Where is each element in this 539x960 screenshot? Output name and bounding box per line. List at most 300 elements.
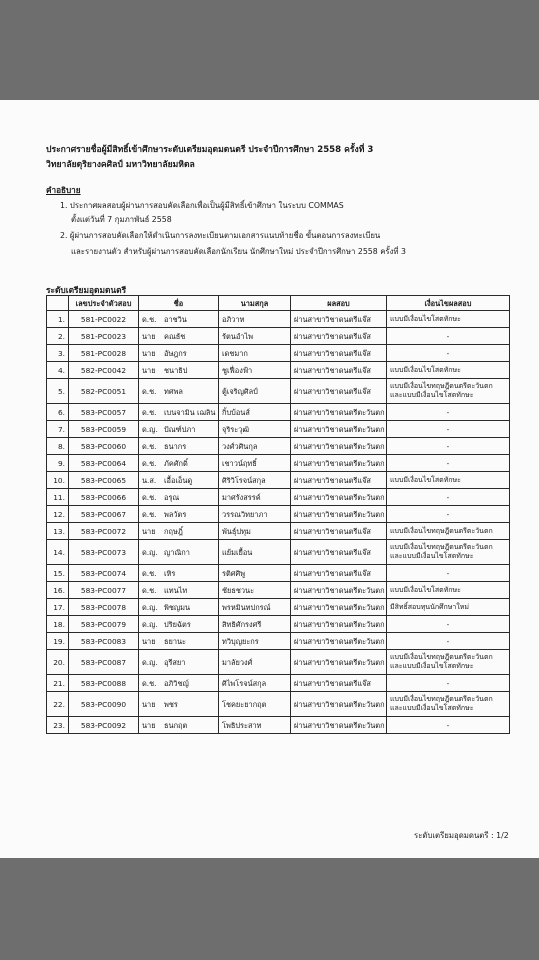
first-name: แทนไท bbox=[164, 585, 188, 595]
row-number bbox=[47, 404, 69, 421]
table-row bbox=[47, 599, 510, 616]
first-name: ธยานะ bbox=[164, 636, 187, 646]
table-row bbox=[47, 506, 510, 523]
first-name: พลวัตร bbox=[164, 509, 187, 519]
exam-id-cell bbox=[69, 421, 139, 438]
row-number bbox=[47, 345, 69, 362]
row-number bbox=[47, 633, 69, 650]
row-number-text: 2. bbox=[57, 331, 65, 341]
condition-line-1: - bbox=[446, 407, 450, 417]
results-table bbox=[46, 295, 510, 734]
result-cell bbox=[291, 506, 387, 523]
exam-id-text: 583-PC0092 bbox=[80, 720, 127, 730]
exam-id-cell bbox=[69, 379, 139, 404]
name-prefix: ด.ญ. bbox=[142, 424, 158, 434]
result-cell bbox=[291, 472, 387, 489]
exam-id-cell bbox=[69, 472, 139, 489]
surname-cell bbox=[219, 438, 291, 455]
result-cell bbox=[291, 650, 387, 675]
exam-id-text: 582-PC0042 bbox=[80, 365, 127, 375]
name-prefix: ด.ช. bbox=[142, 441, 157, 451]
result-text: ผ่านสาขาวิชาดนตรีแจ๊ส bbox=[294, 365, 371, 375]
name-cell bbox=[139, 362, 219, 379]
exam-id-text: 583-PC0059 bbox=[80, 424, 127, 434]
surname-text: เชาวน์ฤทธิ์ bbox=[222, 458, 257, 468]
row-number-text: 23. bbox=[53, 720, 65, 730]
condition-line-1: แบบมีเงื่อนไขทฤษฎีดนตรีตะวันตก bbox=[390, 543, 493, 551]
row-number bbox=[47, 362, 69, 379]
condition-cell bbox=[387, 582, 510, 599]
surname-text: รัตนอำไพ bbox=[222, 331, 253, 341]
photo-background-top bbox=[0, 0, 539, 100]
surname-cell bbox=[219, 404, 291, 421]
surname-text: สิทธิศักรงศรี bbox=[222, 619, 262, 629]
condition-cell bbox=[387, 328, 510, 345]
exam-id-cell bbox=[69, 506, 139, 523]
name-cell bbox=[139, 345, 219, 362]
note-1-line-1: 1. ประกาศผลสอบผู้ผ่านการสอบคัดเลือกเพื่อเป็นผู้มีสิทธิ์เข้าศึกษา ในระบบ COMMAS bbox=[60, 201, 344, 210]
condition-line-1: แบบมีเงื่อนไขโสตทักษะ bbox=[390, 585, 461, 594]
name-cell bbox=[139, 472, 219, 489]
condition-cell bbox=[387, 692, 510, 717]
condition-line-1: - bbox=[446, 492, 450, 502]
result-cell bbox=[291, 404, 387, 421]
result-text: ผ่านสาขาวิชาดนตรีแจ๊ส bbox=[294, 314, 371, 324]
name-prefix: ด.ญ. bbox=[142, 602, 158, 612]
first-name: เหิร bbox=[164, 568, 176, 578]
table-row bbox=[47, 404, 510, 421]
row-number-text: 11. bbox=[53, 492, 65, 502]
name-prefix: นาย bbox=[142, 720, 156, 730]
surname-text: รติศศิพู bbox=[222, 568, 246, 578]
first-name: ธนกฤต bbox=[164, 720, 188, 730]
surname-cell bbox=[219, 540, 291, 565]
name-prefix: ด.ช. bbox=[142, 492, 157, 502]
result-cell bbox=[291, 455, 387, 472]
row-number-text: 16. bbox=[53, 585, 65, 595]
row-number bbox=[47, 692, 69, 717]
table-row bbox=[47, 362, 510, 379]
first-name: เบนจามิน เฌลิน bbox=[164, 407, 216, 417]
row-number bbox=[47, 455, 69, 472]
row-number-text: 4. bbox=[57, 365, 65, 375]
result-text: ผ่านสาขาวิชาดนตรีตะวันตก bbox=[294, 458, 385, 468]
exam-id-cell bbox=[69, 582, 139, 599]
surname-cell bbox=[219, 582, 291, 599]
exam-id-text: 581-PC0028 bbox=[80, 348, 127, 358]
name-prefix: ด.ญ. bbox=[142, 547, 158, 557]
surname-text: ชัยธชวนะ bbox=[222, 585, 255, 595]
name-cell bbox=[139, 692, 219, 717]
note-2-line-1: 2. ผู้ผ่านการสอบคัดเลือกให้ดำเนินการลงทะเบียนตามเอกสารแนบท้ายชื่อ ขั้นตอนการลงทะเบียน bbox=[60, 231, 381, 240]
first-name: ญาณิกา bbox=[164, 547, 190, 557]
first-name: ชนาธิป bbox=[164, 365, 188, 375]
condition-cell bbox=[387, 311, 510, 328]
condition-line-1: แบบมีเงื่อนไขทฤษฎีดนตรีตะวันตก bbox=[390, 653, 493, 661]
condition-line-2: และแบบมีเงื่อนไขโสตทักษะ bbox=[390, 704, 474, 712]
result-text: ผ่านสาขาวิชาดนตรีตะวันตก bbox=[294, 492, 385, 502]
exam-id-text: 583-PC0083 bbox=[80, 636, 127, 646]
result-text: ผ่านสาขาวิชาดนตรีตะวันตก bbox=[294, 585, 385, 595]
result-text: ผ่านสาขาวิชาดนตรีตะวันตก bbox=[294, 619, 385, 629]
row-number bbox=[47, 717, 69, 734]
note-2-line-2: และรายงานตัว สำหรับผู้ผ่านการสอบคัดเลือกนักเรียน นักศึกษาใหม่ ประจำปีการศึกษา 2558 ครั้งที่ 3 bbox=[71, 247, 406, 256]
name-prefix: ด.ช. bbox=[142, 314, 157, 324]
surname-text: โชคยะยากฤต bbox=[222, 699, 267, 709]
name-prefix: ด.ญ. bbox=[142, 619, 158, 629]
table-row bbox=[47, 565, 510, 582]
row-number-text: 1. bbox=[57, 314, 65, 324]
row-number-text: 14. bbox=[53, 547, 65, 557]
exam-id-cell bbox=[69, 565, 139, 582]
name-cell bbox=[139, 311, 219, 328]
first-name: ภัคศักดิ์ bbox=[164, 458, 188, 468]
exam-id-text: 583-PC0057 bbox=[80, 407, 127, 417]
exam-id-cell bbox=[69, 438, 139, 455]
surname-cell bbox=[219, 675, 291, 692]
condition-line-1: - bbox=[446, 619, 450, 629]
name-cell bbox=[139, 650, 219, 675]
name-cell bbox=[139, 506, 219, 523]
surname-cell bbox=[219, 506, 291, 523]
condition-line-1: แบบมีเงื่อนไขทฤษฎีดนตรีตะวันตก bbox=[390, 382, 493, 390]
header-result: ผลสอบ bbox=[291, 296, 387, 311]
condition-cell bbox=[387, 599, 510, 616]
result-text: ผ่านสาขาวิชาดนตรีตะวันตก bbox=[294, 720, 385, 730]
name-prefix: นาย bbox=[142, 636, 156, 646]
surname-text: กิ้บบ้อนส์ bbox=[222, 407, 250, 417]
condition-line-1: - bbox=[446, 331, 450, 341]
name-cell bbox=[139, 540, 219, 565]
condition-line-1: - bbox=[446, 458, 450, 468]
row-number-text: 8. bbox=[57, 441, 65, 451]
name-prefix: นาย bbox=[142, 699, 156, 709]
condition-line-2: และแบบมีเงื่อนไขโสตทักษะ bbox=[390, 552, 474, 560]
surname-text: อภิวาท bbox=[222, 314, 245, 324]
name-cell bbox=[139, 675, 219, 692]
row-number-text: 18. bbox=[53, 619, 65, 629]
first-name: ธนากร bbox=[164, 441, 187, 451]
exam-id-text: 583-PC0073 bbox=[80, 547, 127, 557]
condition-line-1: - bbox=[446, 348, 450, 358]
condition-line-1: - bbox=[446, 424, 450, 434]
exam-id-cell bbox=[69, 633, 139, 650]
exam-id-text: 583-PC0072 bbox=[80, 526, 127, 536]
name-cell bbox=[139, 565, 219, 582]
row-number-text: 5. bbox=[57, 386, 65, 396]
condition-cell bbox=[387, 717, 510, 734]
name-cell bbox=[139, 489, 219, 506]
row-number bbox=[47, 472, 69, 489]
exam-id-cell bbox=[69, 311, 139, 328]
row-number bbox=[47, 311, 69, 328]
first-name: อภิวิชญ์ bbox=[164, 678, 189, 688]
table-row bbox=[47, 675, 510, 692]
result-cell bbox=[291, 565, 387, 582]
result-text: ผ่านสาขาวิชาดนตรีแจ๊ส bbox=[294, 348, 371, 358]
exam-id-text: 583-PC0067 bbox=[80, 509, 127, 519]
condition-cell bbox=[387, 675, 510, 692]
condition-line-1: - bbox=[446, 568, 450, 578]
result-cell bbox=[291, 717, 387, 734]
result-text: ผ่านสาขาวิชาดนตรีตะวันตก bbox=[294, 407, 385, 417]
name-prefix: นาย bbox=[142, 348, 156, 358]
exam-id-cell bbox=[69, 692, 139, 717]
name-cell bbox=[139, 404, 219, 421]
table-row bbox=[47, 650, 510, 675]
surname-cell bbox=[219, 565, 291, 582]
exam-id-text: 583-PC0065 bbox=[80, 475, 127, 485]
row-number-text: 19. bbox=[53, 636, 65, 646]
exam-id-text: 583-PC0078 bbox=[80, 602, 127, 612]
exam-id-text: 583-PC0087 bbox=[80, 657, 127, 667]
surname-text: ทวิบุญยะกร bbox=[222, 636, 259, 646]
surname-cell bbox=[219, 650, 291, 675]
name-prefix: น.ส. bbox=[142, 475, 157, 485]
row-number bbox=[47, 328, 69, 345]
surname-cell bbox=[219, 328, 291, 345]
condition-cell bbox=[387, 540, 510, 565]
explanation-label: คำอธิบาย bbox=[46, 185, 81, 195]
result-text: ผ่านสาขาวิชาดนตรีแจ๊ส bbox=[294, 331, 371, 341]
table-row bbox=[47, 438, 510, 455]
table-row bbox=[47, 311, 510, 328]
row-number-text: 15. bbox=[53, 568, 65, 578]
header-no bbox=[47, 296, 69, 311]
row-number-text: 10. bbox=[53, 475, 65, 485]
surname-cell bbox=[219, 633, 291, 650]
row-number-text: 12. bbox=[53, 509, 65, 519]
name-cell bbox=[139, 717, 219, 734]
exam-id-cell bbox=[69, 675, 139, 692]
condition-cell bbox=[387, 362, 510, 379]
condition-line-1: มีสิทธิ์สอบทุนนักศึกษาใหม่ bbox=[390, 602, 469, 611]
result-cell bbox=[291, 633, 387, 650]
name-prefix: ด.ช. bbox=[142, 568, 157, 578]
name-cell bbox=[139, 633, 219, 650]
row-number-text: 17. bbox=[53, 602, 65, 612]
exam-id-cell bbox=[69, 540, 139, 565]
result-cell bbox=[291, 675, 387, 692]
condition-cell bbox=[387, 489, 510, 506]
document-title: ประกาศรายชื่อผู้มีสิทธิ์เข้าศึกษาระดับเตรียมอุดมดนตรี ประจำปีการศึกษา 2558 ครั้งที่ 3 bbox=[46, 145, 374, 155]
surname-cell bbox=[219, 345, 291, 362]
surname-text: ตู้เจริญศิลป์ bbox=[222, 386, 258, 396]
exam-id-cell bbox=[69, 599, 139, 616]
name-cell bbox=[139, 616, 219, 633]
result-cell bbox=[291, 345, 387, 362]
exam-id-text: 581-PC0023 bbox=[80, 331, 127, 341]
exam-id-cell bbox=[69, 455, 139, 472]
header-exam-id: เลขประจำตัวสอบ bbox=[69, 296, 139, 311]
condition-cell bbox=[387, 421, 510, 438]
result-cell bbox=[291, 489, 387, 506]
table-row bbox=[47, 692, 510, 717]
name-prefix: ด.ช. bbox=[142, 386, 157, 396]
table-row bbox=[47, 455, 510, 472]
row-number bbox=[47, 489, 69, 506]
result-text: ผ่านสาขาวิชาดนตรีตะวันตก bbox=[294, 636, 385, 646]
condition-line-2: และแบบมีเงื่อนไขโสตทักษะ bbox=[390, 662, 474, 670]
result-cell bbox=[291, 616, 387, 633]
name-prefix: นาย bbox=[142, 526, 156, 536]
table-row bbox=[47, 582, 510, 599]
institution-name: วิทยาลัยดุริยางคศิลป์ มหาวิทยาลัยมหิดล bbox=[46, 160, 195, 170]
condition-line-1: - bbox=[446, 509, 450, 519]
result-cell bbox=[291, 692, 387, 717]
result-text: ผ่านสาขาวิชาดนตรีตะวันตก bbox=[294, 424, 385, 434]
result-cell bbox=[291, 438, 387, 455]
exam-id-cell bbox=[69, 345, 139, 362]
exam-id-text: 583-PC0064 bbox=[80, 458, 127, 468]
condition-line-1: แบบมีเงื่อนไขโสตทักษะ bbox=[390, 365, 461, 374]
table-row bbox=[47, 616, 510, 633]
name-cell bbox=[139, 328, 219, 345]
name-cell bbox=[139, 421, 219, 438]
row-number-text: 21. bbox=[53, 678, 65, 688]
surname-cell bbox=[219, 421, 291, 438]
row-number-text: 22. bbox=[53, 699, 65, 709]
surname-text: วงศ์วศินกุล bbox=[222, 441, 258, 451]
condition-line-1: แบบมีเงื่อนไขโสตทักษะ bbox=[390, 475, 461, 484]
table-row bbox=[47, 633, 510, 650]
table-heading: ระดับเตรียมอุดมดนตรี bbox=[46, 285, 127, 295]
result-text: ผ่านสาขาวิชาดนตรีแจ๊ส bbox=[294, 568, 371, 578]
exam-id-cell bbox=[69, 404, 139, 421]
surname-cell bbox=[219, 489, 291, 506]
exam-id-text: 583-PC0077 bbox=[80, 585, 127, 595]
name-prefix: ด.ญ. bbox=[142, 657, 158, 667]
condition-line-1: - bbox=[446, 678, 450, 688]
condition-cell bbox=[387, 345, 510, 362]
result-cell bbox=[291, 540, 387, 565]
table-row bbox=[47, 345, 510, 362]
condition-line-1: แบบมีเงื่อนไขโสตทักษะ bbox=[390, 314, 461, 323]
surname-text: วรรณวิทยาภา bbox=[222, 509, 268, 519]
result-text: ผ่านสาขาวิชาดนตรีแจ๊ส bbox=[294, 526, 371, 536]
exam-id-cell bbox=[69, 328, 139, 345]
exam-id-text: 582-PC0051 bbox=[80, 386, 127, 396]
surname-text: มาลัยวงศ์ bbox=[222, 657, 253, 667]
row-number-text: 13. bbox=[53, 526, 65, 536]
name-prefix: ด.ช. bbox=[142, 407, 157, 417]
result-text: ผ่านสาขาวิชาดนตรีตะวันตก bbox=[294, 602, 385, 612]
first-name: พิชญมน bbox=[164, 602, 191, 612]
condition-cell bbox=[387, 523, 510, 540]
surname-cell bbox=[219, 362, 291, 379]
row-number bbox=[47, 540, 69, 565]
first-name: พชร bbox=[164, 699, 178, 709]
row-number bbox=[47, 523, 69, 540]
exam-id-cell bbox=[69, 489, 139, 506]
condition-line-1: แบบมีเงื่อนไขทฤษฎีดนตรีตะวันตก bbox=[390, 526, 493, 535]
result-cell bbox=[291, 523, 387, 540]
result-text: ผ่านสาขาวิชาดนตรีแจ๊ส bbox=[294, 386, 371, 396]
row-number bbox=[47, 565, 69, 582]
surname-cell bbox=[219, 717, 291, 734]
exam-id-text: 583-PC0060 bbox=[80, 441, 127, 451]
result-cell bbox=[291, 328, 387, 345]
surname-cell bbox=[219, 692, 291, 717]
result-text: ผ่านสาขาวิชาดนตรีแจ๊ส bbox=[294, 475, 371, 485]
surname-text: โพธิประสาท bbox=[222, 720, 262, 730]
result-text: ผ่านสาขาวิชาดนตรีตะวันตก bbox=[294, 441, 385, 451]
row-number bbox=[47, 506, 69, 523]
condition-cell bbox=[387, 565, 510, 582]
table-row bbox=[47, 523, 510, 540]
name-cell bbox=[139, 523, 219, 540]
table-row bbox=[47, 489, 510, 506]
exam-id-cell bbox=[69, 362, 139, 379]
surname-cell bbox=[219, 523, 291, 540]
row-number-text: 6. bbox=[57, 407, 65, 417]
table-row bbox=[47, 421, 510, 438]
condition-line-1: - bbox=[446, 720, 450, 730]
table-row bbox=[47, 540, 510, 565]
header-surname: นามสกุล bbox=[219, 296, 291, 311]
row-number bbox=[47, 616, 69, 633]
surname-cell bbox=[219, 311, 291, 328]
condition-line-2: และแบบมีเงื่อนไขโสตทักษะ bbox=[390, 391, 474, 399]
surname-cell bbox=[219, 599, 291, 616]
exam-id-cell bbox=[69, 616, 139, 633]
exam-id-cell bbox=[69, 717, 139, 734]
exam-id-text: 581-PC0022 bbox=[80, 314, 127, 324]
row-number-text: 7. bbox=[57, 424, 65, 434]
result-cell bbox=[291, 362, 387, 379]
result-cell bbox=[291, 582, 387, 599]
row-number bbox=[47, 438, 69, 455]
name-prefix: ด.ช. bbox=[142, 678, 157, 688]
result-cell bbox=[291, 311, 387, 328]
row-number bbox=[47, 379, 69, 404]
result-cell bbox=[291, 599, 387, 616]
first-name: อัษฎกร bbox=[164, 348, 187, 358]
condition-cell bbox=[387, 650, 510, 675]
header-name: ชื่อ bbox=[139, 296, 219, 311]
condition-cell bbox=[387, 616, 510, 633]
exam-id-text: 583-PC0090 bbox=[80, 699, 127, 709]
condition-cell bbox=[387, 472, 510, 489]
name-cell bbox=[139, 582, 219, 599]
result-cell bbox=[291, 379, 387, 404]
surname-text: เดชมาก bbox=[222, 348, 248, 358]
first-name: เอื้อเอ็นดู bbox=[164, 475, 193, 485]
result-text: ผ่านสาขาวิชาดนตรีตะวันตก bbox=[294, 509, 385, 519]
name-prefix: ด.ช. bbox=[142, 458, 157, 468]
row-number bbox=[47, 421, 69, 438]
first-name: อาชวิน bbox=[164, 314, 187, 324]
first-name: อรุณ bbox=[164, 492, 180, 502]
result-cell bbox=[291, 421, 387, 438]
name-cell bbox=[139, 599, 219, 616]
condition-cell bbox=[387, 438, 510, 455]
name-cell bbox=[139, 438, 219, 455]
row-number bbox=[47, 675, 69, 692]
result-text: ผ่านสาขาวิชาดนตรีตะวันตก bbox=[294, 699, 385, 709]
condition-line-1: - bbox=[446, 636, 450, 646]
exam-id-text: 583-PC0074 bbox=[80, 568, 127, 578]
table-row bbox=[47, 472, 510, 489]
name-cell bbox=[139, 455, 219, 472]
row-number-text: 3. bbox=[57, 348, 65, 358]
row-number bbox=[47, 582, 69, 599]
table-row bbox=[47, 717, 510, 734]
surname-text: ศิไพโรจน์สกุล bbox=[222, 678, 267, 688]
page-footer: ระดับเตรียมอุดมดนตรี : 1/2 bbox=[414, 831, 509, 840]
surname-text: จุริระวุฒิ bbox=[222, 424, 250, 434]
row-number-text: 9. bbox=[57, 458, 65, 468]
